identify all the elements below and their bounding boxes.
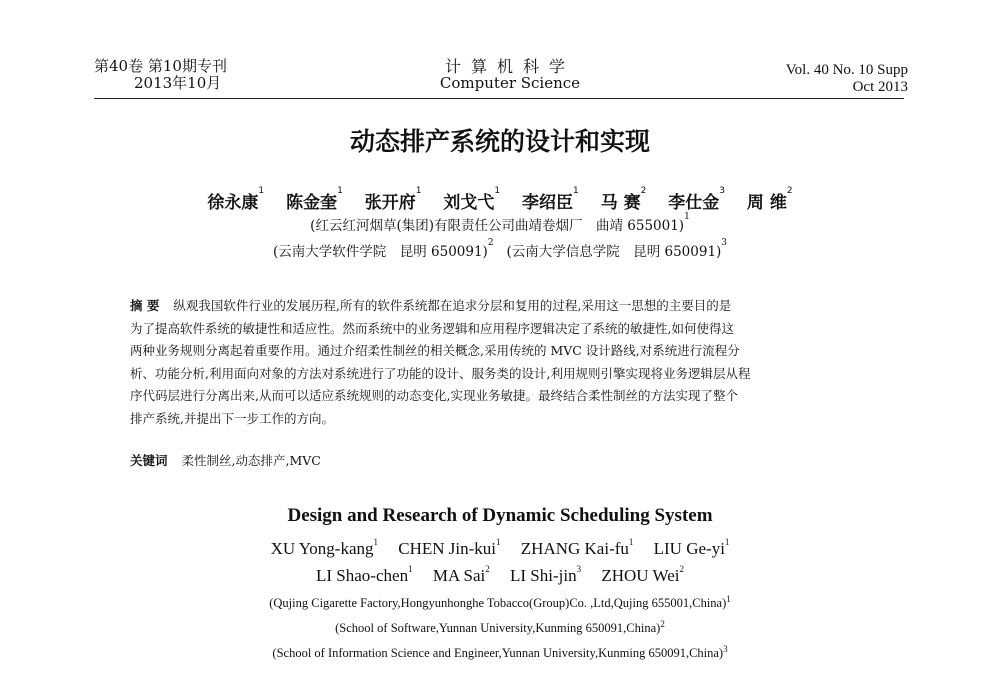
header-date-en: Oct 2013 <box>852 79 908 95</box>
affiliation-zh-2-3: (云南大学软件学院 昆明 650091)$^2$ (云南大学信息学院 昆明 650091)$^3$ <box>272 238 728 260</box>
affiliation-en-1: (Qujing Cigarette Factory,Hongyunhonghe Tobacco(Group)Co. ,Ltd,Qujing 655001,China)$^1$ <box>269 594 731 610</box>
paper-title-en: Design and Research of Dynamic Scheduling System <box>287 505 713 526</box>
author-zh: 张开府$^1$ <box>364 186 422 213</box>
header-volume-info <box>94 58 227 92</box>
journal-name-zh: 计算机科学 <box>444 57 575 76</box>
abstract-label: 摘 要 <box>130 298 160 313</box>
author-en: MA Sai$^2$ <box>432 564 490 585</box>
journal-name-en: Computer Science <box>439 74 581 92</box>
abstract-line: 摘 要 纵观我国软件行业的发展历程,所有的软件系统都在追求分层和复用的过程,采用这一思想的主要目的是 <box>130 298 732 313</box>
author-list-en-line2 <box>0 566 1000 586</box>
author-en: CHEN Jin-kui$^1$ <box>398 537 501 558</box>
author-zh: 徐永康$^1$ <box>207 186 265 213</box>
author-en: XU Yong-kang$^1$ <box>270 537 379 558</box>
author-en: LI Shi-jin$^3$ <box>510 564 582 585</box>
abstract-line: 序代码层进行分离出来,从而可以适应系统规则的动态变化,实现业务敏捷。最终结合柔性制丝的方法实现了整个 <box>130 388 738 403</box>
author-en: ZHOU Wei$^2$ <box>601 564 684 585</box>
author-list-zh <box>0 188 1000 213</box>
affiliation-en-2: (School of Software,Yunnan University,Kunming 650091,China)$^2$ <box>335 619 665 635</box>
abstract-line: 排产系统,并提出下一步工作的方向。 <box>130 410 334 426</box>
header-date-zh: 2013年10月 <box>134 74 222 92</box>
author-en: LI Shao-chen$^1$ <box>316 564 413 585</box>
abstract-line: 为了提高软件系统的敏捷性和适应性。然而系统中的业务逻辑和应用程序逻辑决定了系统的敏捷性,如何使得这 <box>130 320 734 336</box>
header-rule <box>94 98 904 99</box>
author-zh: 刘戈弋$^1$ <box>443 186 501 213</box>
keywords-text: 柔性制丝,动态排产,MVC <box>181 453 321 468</box>
paper-title-zh: 动态排产系统的设计和实现 <box>349 127 650 156</box>
author-zh: 李绍臣$^1$ <box>522 186 579 213</box>
header-volume-issue: 第40卷 第10期专刊 <box>94 57 227 75</box>
affiliation-zh-1: (红云红河烟草(集团)有限责任公司曲靖卷烟厂 曲靖 655001)$^1$ <box>310 212 690 234</box>
author-zh: 李仕金$^3$ <box>668 186 725 213</box>
author-list-en-line1 <box>0 539 1000 559</box>
keywords-zh <box>130 451 321 469</box>
header-volume-issue-en: Vol. 40 No. 10 Supp <box>785 62 908 78</box>
author-en: ZHANG Kai-$fu^1$ <box>520 537 634 558</box>
author-en: LIU $Ge-yi^1$ <box>653 537 730 558</box>
header-volume-en <box>786 62 908 96</box>
abstract-zh <box>130 295 870 430</box>
keywords-label: 关键词 <box>130 453 168 468</box>
author-zh: 周 维$^2$ <box>746 186 793 213</box>
abstract-line: 析、功能分析,利用面向对象的方法对系统进行了功能的设计、服务类的设计,利用规则引擎实现将业务逻辑层从程 <box>130 365 751 381</box>
header-journal-name <box>400 58 620 92</box>
abstract-line: 两种业务规则分离起着重要作用。通过介绍柔性制丝的相关概念,采用传统的 MVC 设计路线,对系统进行流程分 <box>130 343 740 358</box>
author-zh: 陈金奎$^1$ <box>286 186 343 213</box>
affiliation-en-3: (School of Information Science and Engineer,Yunnan University,Kunming 650091,China)$^3$ <box>272 644 728 660</box>
author-zh: 马 赛$^2$ <box>600 186 647 213</box>
